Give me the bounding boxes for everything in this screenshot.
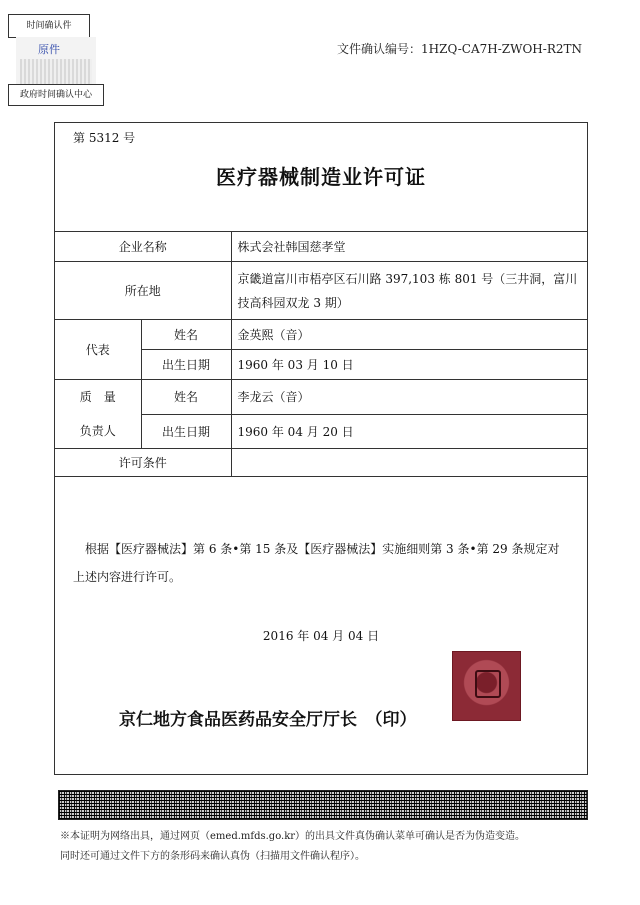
certificate-table bbox=[55, 231, 587, 477]
rep-dob-value: 1960 年 03 月 10 日 bbox=[231, 350, 587, 380]
table-row bbox=[55, 320, 587, 350]
company-value: 株式会社韩国慈孝堂 bbox=[231, 232, 587, 262]
address-label: 所在地 bbox=[55, 262, 231, 320]
footer-note bbox=[60, 827, 600, 867]
legal-basis-text: 根据【医疗器械法】第 6 条•第 15 条及【医疗器械法】实施细则第 3 条•第 29 条规定对上述内容进行许可。 bbox=[73, 542, 560, 584]
certificate-frame bbox=[54, 122, 588, 775]
table-row bbox=[55, 449, 587, 477]
table-row bbox=[55, 262, 587, 320]
conditions-label: 许可条件 bbox=[55, 449, 231, 477]
table-row bbox=[55, 380, 587, 415]
representative-label: 代表 bbox=[55, 320, 141, 380]
certificate-number: 第 5312 号 bbox=[73, 131, 136, 145]
stamp-timestamp-area bbox=[16, 37, 96, 91]
stamp-faint-timestamp bbox=[20, 59, 92, 85]
qm-dob-value: 1960 年 04 月 20 日 bbox=[231, 414, 587, 449]
rep-name-value: 金英熙（音） bbox=[231, 320, 587, 350]
stamp-top-label: 时间确认件 bbox=[8, 14, 90, 38]
verification-barcode bbox=[58, 790, 588, 820]
qm-label-line2: 负责人 bbox=[79, 424, 116, 438]
qm-dob-label: 出生日期 bbox=[141, 414, 231, 449]
footer-note-line1: ※本证明为网络出具，通过网页（emed.mfds.go.kr）的出具文件真伪确认菜单可确认是否为伪造变造。 bbox=[60, 831, 526, 842]
document-number: 文件确认编号：1HZQ-CA7H-ZWOH-R2TN bbox=[337, 42, 582, 56]
stamp-original-label: 原件 bbox=[38, 43, 60, 56]
rep-dob-label: 出生日期 bbox=[141, 350, 231, 380]
conditions-value bbox=[231, 449, 587, 477]
rep-name-label: 姓名 bbox=[141, 320, 231, 350]
seal-mark-icon bbox=[475, 670, 501, 698]
qm-label-line1: 质 量 bbox=[79, 390, 116, 404]
quality-manager-label bbox=[55, 380, 141, 449]
issuing-authority: 京仁地方食品医药品安全厅厅长 （印） bbox=[119, 710, 417, 730]
qm-name-value: 李龙云（音） bbox=[231, 380, 587, 415]
certificate-title: 医疗器械制造业许可证 bbox=[216, 165, 426, 189]
stamp-bottom-label: 政府时间确认中心 bbox=[8, 84, 104, 106]
time-confirmation-stamp bbox=[8, 14, 104, 102]
address-value: 京畿道富川市梧亭区石川路 397,103 栋 801 号（三井洞，富川技高科园双龙 3 期） bbox=[231, 262, 587, 320]
qm-name-label: 姓名 bbox=[141, 380, 231, 415]
issue-date: 2016 年 04 月 04 日 bbox=[262, 629, 380, 643]
footer-note-line2: 同时还可通过文件下方的条形码来确认真伪（扫描用文件确认程序）。 bbox=[60, 851, 365, 862]
company-label: 企业名称 bbox=[55, 232, 231, 262]
table-row bbox=[55, 232, 587, 262]
official-seal-icon bbox=[452, 651, 521, 721]
